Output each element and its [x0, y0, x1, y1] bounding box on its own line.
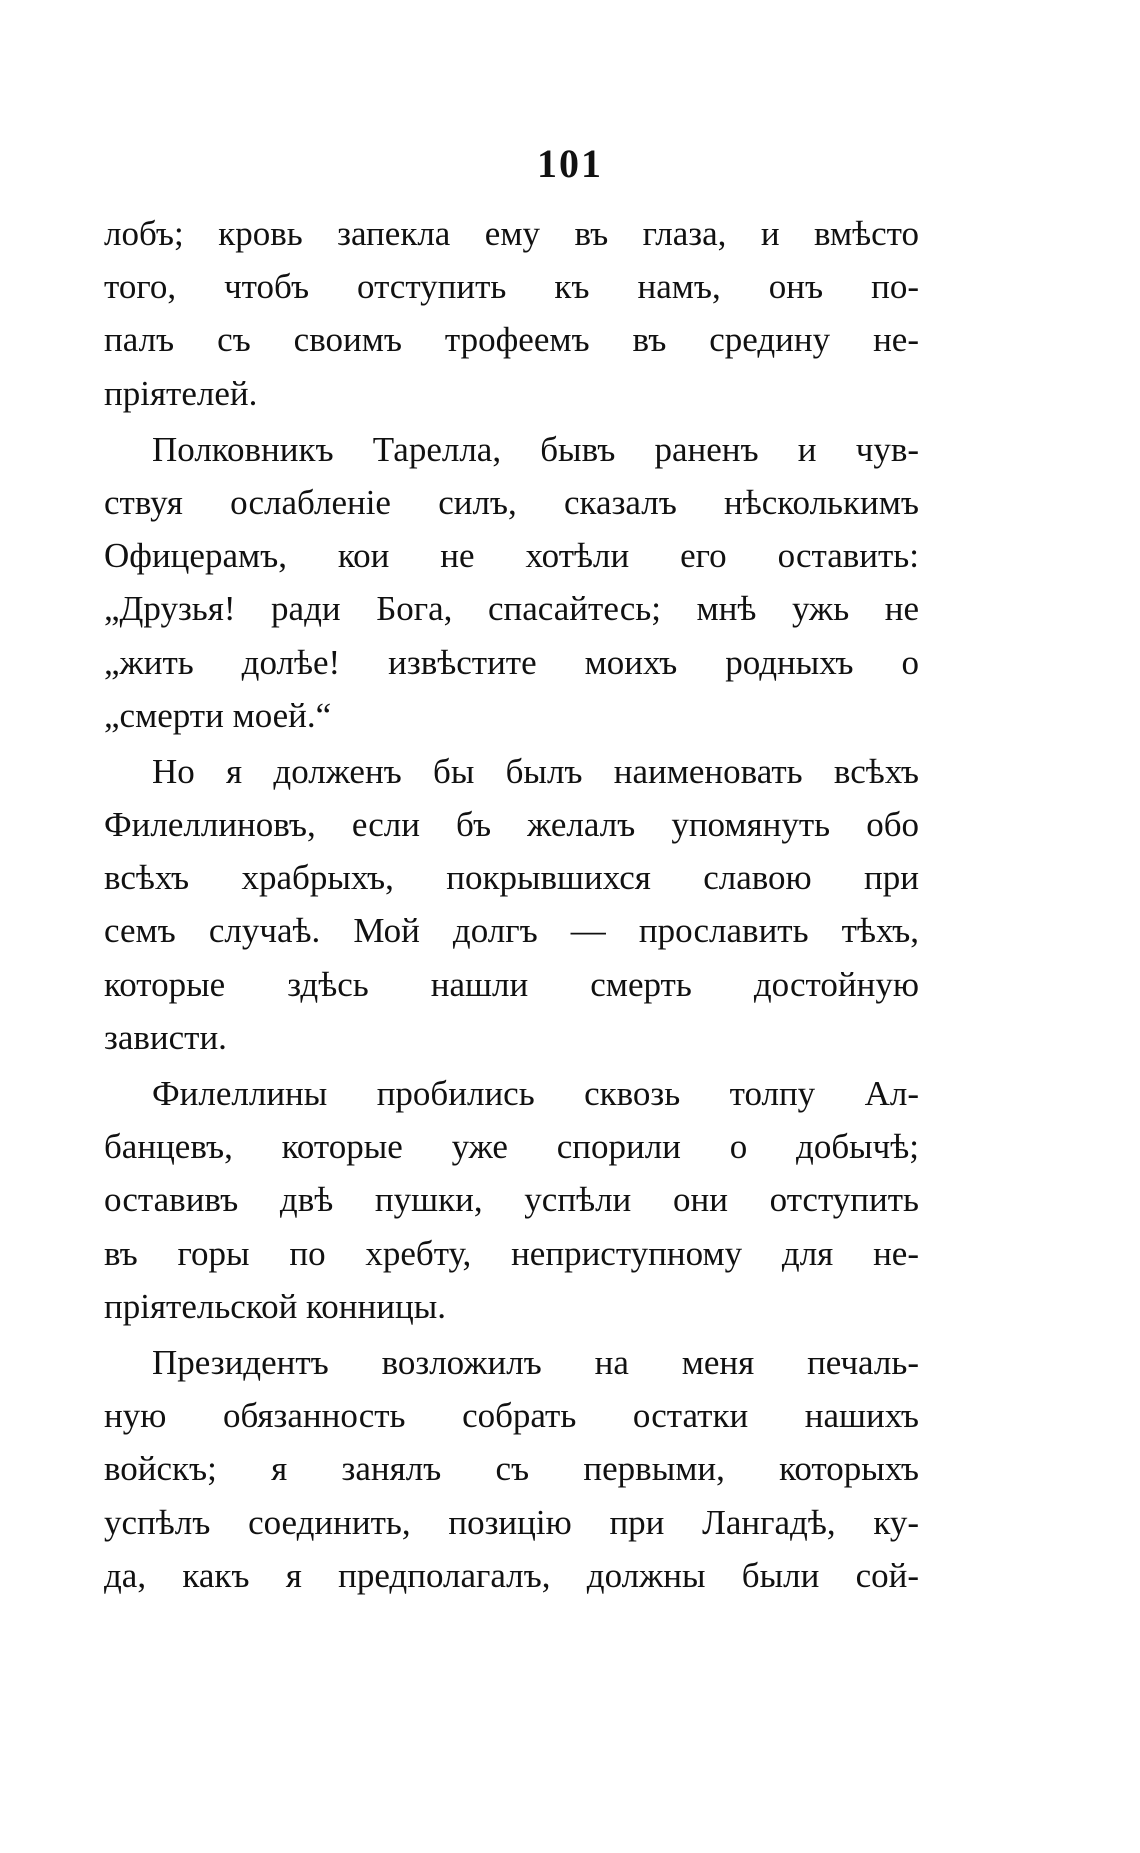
text-line: въ горы по хребту, неприступному для не- — [104, 1233, 919, 1273]
text-line: „Друзья! ради Бога, спасайтесь; мнѣ ужь не — [104, 589, 919, 629]
text-line: того, чтобъ отступить къ намъ, онъ по- — [104, 267, 919, 307]
text-line: Полковникъ Тарелла, бывъ раненъ и чув- — [152, 429, 919, 469]
text-line: пріятелей. — [104, 373, 258, 413]
text-line: семъ случаѣ. Мой долгъ — прославить тѣхъ, — [104, 911, 919, 951]
text-line: Филеллины пробились сквозь толпу Ал- — [152, 1074, 919, 1113]
text-line: пріятельской конницы. — [104, 1286, 446, 1326]
text-line: лобъ; кровь запекла ему въ глаза, и вмѣсто — [104, 214, 919, 253]
text-line: войскъ; я занялъ съ первыми, которыхъ — [104, 1449, 919, 1489]
text-line: Президентъ возложилъ на меня печаль- — [152, 1342, 919, 1382]
text-line: ствуя ослабленіе силъ, сказалъ нѣсколькимъ — [104, 482, 919, 522]
body-text — [104, 207, 919, 1602]
text-line: „жить долѣе! извѣстите моихъ родныхъ о — [104, 642, 919, 682]
text-line: оставивъ двѣ пушки, успѣли они отступить — [104, 1180, 919, 1220]
text-line: да, какъ я предполагалъ, должны были сой- — [104, 1555, 919, 1595]
text-line: которые здѣсь нашли смерть достойную — [104, 964, 919, 1004]
text-line: Но я долженъ бы былъ наименовать всѣхъ — [152, 751, 919, 791]
text-line: палъ съ своимъ трофеемъ въ средину не- — [104, 320, 919, 360]
page-number: 101 — [537, 141, 603, 186]
text-line: ную обязанность собрать остатки нашихъ — [104, 1396, 919, 1436]
text-line: Филеллиновъ, если бъ желалъ упомянуть обо — [104, 805, 919, 845]
text-line: всѣхъ храбрыхъ, покрывшихся славою при — [104, 858, 919, 898]
text-line: успѣлъ соединить, позицію при Лангадѣ, ку- — [104, 1502, 919, 1542]
text-line: зависти. — [104, 1017, 227, 1057]
text-line: „смерти моей.“ — [104, 695, 332, 735]
text-line: банцевъ, которые уже спорили о добычѣ; — [104, 1127, 919, 1167]
text-line: Офицерамъ, кои не хотѣли его оставить: — [104, 536, 919, 576]
